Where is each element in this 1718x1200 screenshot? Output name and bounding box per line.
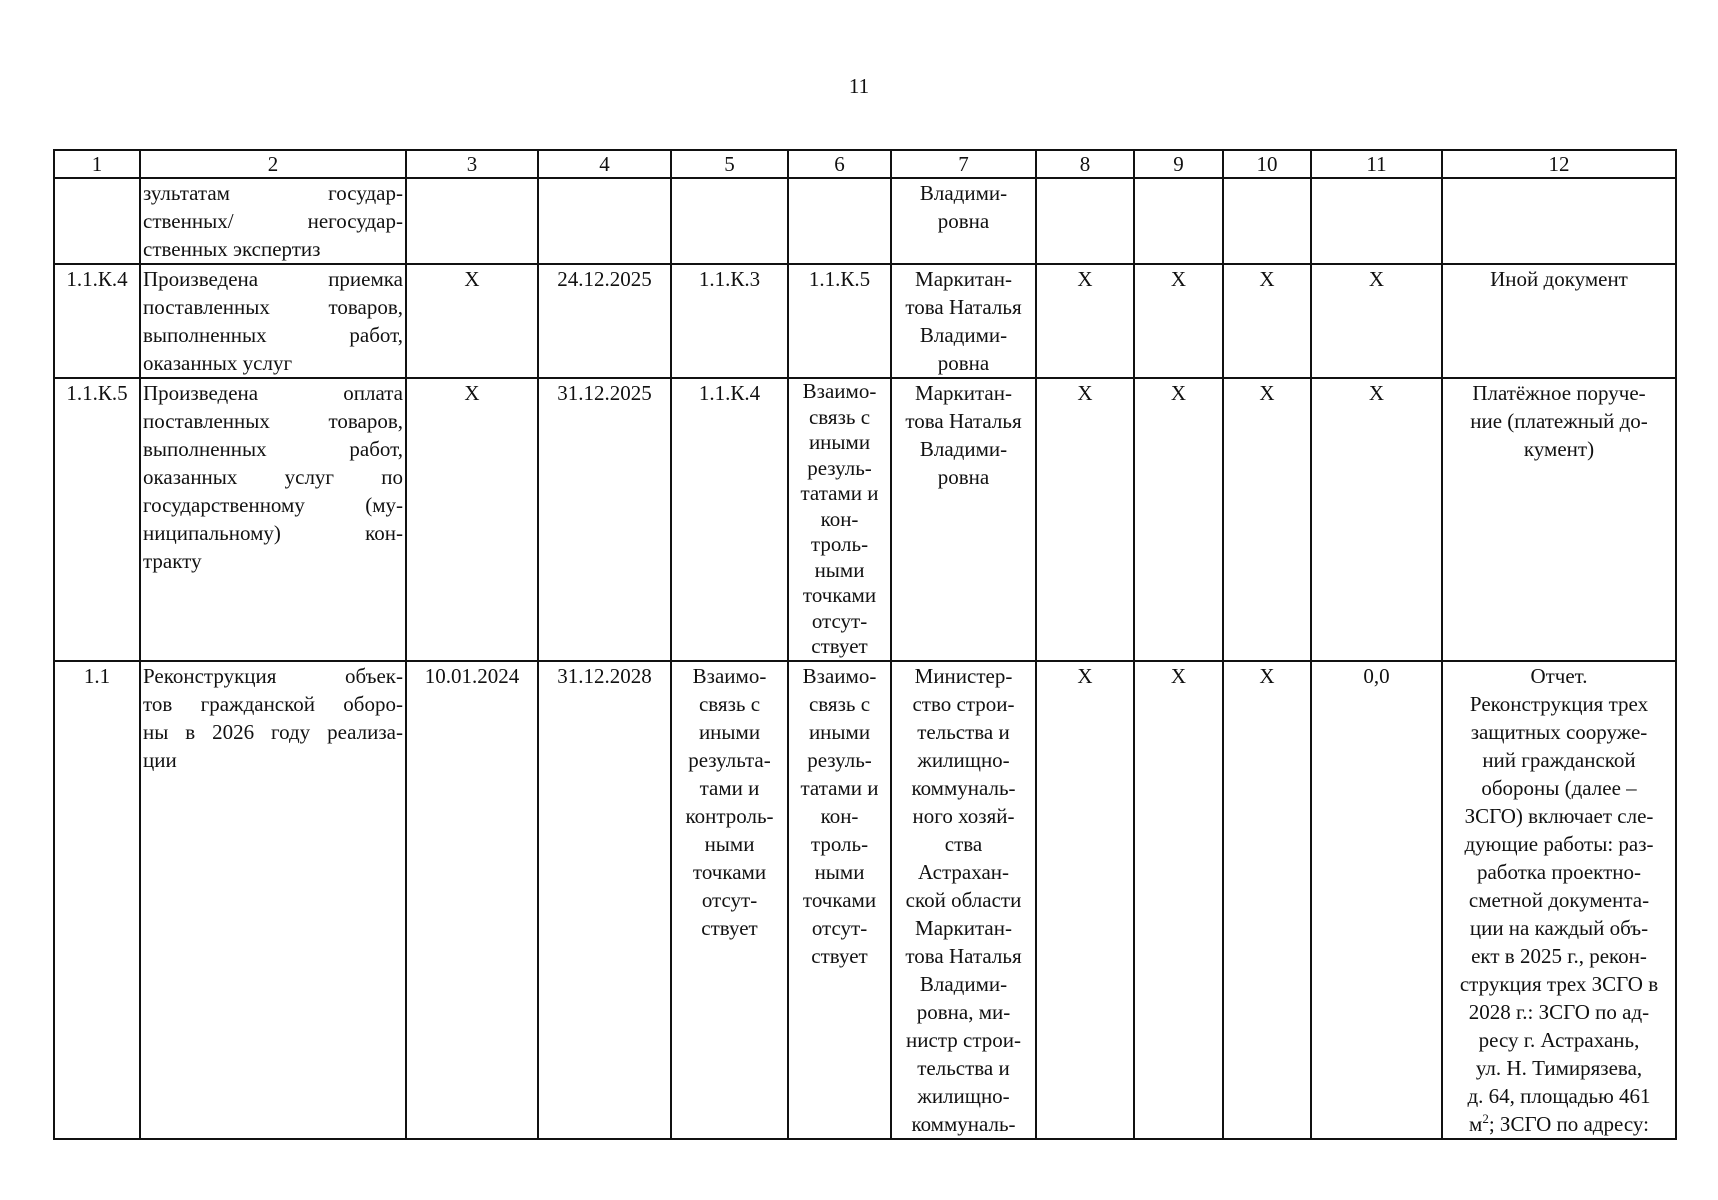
row-end-date: 24.12.2025 <box>538 264 671 378</box>
table-row <box>54 661 1676 1139</box>
row-code: 1.1 <box>54 661 140 1139</box>
row-col8: Х <box>1036 264 1134 378</box>
header-cell: 7 <box>891 150 1036 178</box>
row-start-date: 10.01.2024 <box>406 661 538 1139</box>
row-col10: Х <box>1223 378 1311 661</box>
row-name-line: государственному (му- <box>143 493 403 517</box>
row-responsible <box>891 378 1036 661</box>
predecessor-line: точками <box>692 859 767 884</box>
predecessor-line: контроль- <box>685 803 774 828</box>
row-successor <box>788 661 891 1139</box>
row-document <box>1442 178 1676 264</box>
predecessor-line: тами и <box>699 775 760 800</box>
document-line: струкция трех ЗСГО в <box>1459 971 1659 996</box>
row-col11: 0,0 <box>1311 661 1442 1139</box>
successor-line: отсут- <box>811 915 868 940</box>
responsible-line: коммуналь- <box>911 1111 1016 1136</box>
responsible-line: Владими- <box>919 323 1008 347</box>
header-cell: 10 <box>1223 150 1311 178</box>
row-col8: Х <box>1036 378 1134 661</box>
row-name-line: оказанных услуг по <box>143 465 403 489</box>
predecessor-line: Взаимо- <box>692 663 767 688</box>
responsible-line: ровна, ми- <box>916 999 1011 1024</box>
row-col9: Х <box>1134 378 1223 661</box>
successor-line: связь с <box>808 404 871 429</box>
row-predecessor <box>671 661 788 1139</box>
successor-line: Взаимо- <box>802 663 877 688</box>
document-line: Платёжное поруче- <box>1472 381 1646 405</box>
row-predecessor <box>671 178 788 264</box>
predecessor-line: результа- <box>688 747 771 772</box>
document-line: работка проектно- <box>1476 859 1641 884</box>
header-cell: 8 <box>1036 150 1134 178</box>
row-col9: Х <box>1134 661 1223 1139</box>
successor-line: иными <box>808 430 871 454</box>
row-end-date <box>538 178 671 264</box>
header-cell: 6 <box>788 150 891 178</box>
successor-line: татами и <box>800 481 879 505</box>
row-code: 1.1.К.5 <box>54 378 140 661</box>
document-line: д. 64, площадью 461 <box>1467 1083 1651 1108</box>
responsible-line: Маркитан- <box>915 915 1012 940</box>
successor-line: резуль- <box>807 455 872 480</box>
row-col8 <box>1036 178 1134 264</box>
row-col10: Х <box>1223 264 1311 378</box>
predecessor-line: ствует <box>701 915 758 940</box>
row-name <box>140 264 406 378</box>
row-name-line: Реконструкция объек- <box>143 663 403 688</box>
responsible-line: ровна <box>937 465 990 489</box>
header-cell: 3 <box>406 150 538 178</box>
row-name-line: Произведена оплата <box>143 381 403 405</box>
row-col11: Х <box>1311 378 1442 661</box>
predecessor-line: иными <box>698 719 761 744</box>
responsible-line: Владими- <box>919 181 1008 205</box>
successor-line: татами и <box>800 775 879 800</box>
responsible-line: ровна <box>937 209 990 233</box>
row-responsible <box>891 661 1036 1139</box>
row-successor <box>788 378 891 661</box>
successor-line: троль- <box>810 532 869 556</box>
row-name-line: тов гражданской оборо- <box>143 691 403 716</box>
responsible-line: коммуналь- <box>911 775 1016 800</box>
document-line: Реконструкция трех <box>1469 691 1649 716</box>
successor-line: иными <box>808 719 871 744</box>
row-name <box>140 661 406 1139</box>
row-name-line: тракту <box>143 549 202 573</box>
header-cell: 1 <box>54 150 140 178</box>
document-line <box>1445 1110 1673 1138</box>
row-col10: Х <box>1223 661 1311 1139</box>
row-col8: Х <box>1036 661 1134 1139</box>
successor-line: точками <box>802 583 877 607</box>
successor-line: ными <box>814 859 865 884</box>
row-name-line: зультатам государ- <box>143 181 403 205</box>
document-line: ЗСГО) включает сле- <box>1464 803 1654 828</box>
predecessor-line: отсут- <box>701 887 758 912</box>
table-row <box>54 378 1676 661</box>
document-line: ции на каждый объ- <box>1469 915 1649 940</box>
responsible-line: това Наталья <box>905 409 1022 433</box>
responsible-line: Владими- <box>919 437 1008 461</box>
row-start-date: Х <box>406 264 538 378</box>
row-document <box>1442 661 1676 1139</box>
row-responsible <box>891 178 1036 264</box>
data-table <box>53 149 1677 1140</box>
page-number: 11 <box>848 74 870 98</box>
row-predecessor: 1.1.К.4 <box>671 378 788 661</box>
successor-line: кон- <box>820 803 859 828</box>
responsible-line: тельства и <box>917 719 1010 744</box>
responsible-line: ство строи- <box>912 691 1015 716</box>
responsible-line: нистр строи- <box>906 1027 1021 1052</box>
row-name-line: поставленных товаров, <box>143 409 403 433</box>
document-line: Отчет. <box>1530 663 1588 688</box>
header-cell: 11 <box>1311 150 1442 178</box>
row-name-line: ственных экспертиз <box>143 237 321 261</box>
header-cell: 12 <box>1442 150 1676 178</box>
row-name-line: выполненных работ, <box>143 437 403 461</box>
row-successor <box>788 264 891 378</box>
successor-line: 1.1.К.5 <box>808 267 871 291</box>
row-name-line: выполненных работ, <box>143 323 403 347</box>
predecessor-line: ными <box>704 831 755 856</box>
predecessor-line: связь с <box>698 691 761 716</box>
row-responsible <box>891 264 1036 378</box>
responsible-line: тельства и <box>917 1055 1010 1080</box>
row-document <box>1442 264 1676 378</box>
row-predecessor: 1.1.К.3 <box>671 264 788 378</box>
header-cell: 9 <box>1134 150 1223 178</box>
responsible-line: това Наталья <box>905 295 1022 319</box>
responsible-line: Маркитан- <box>915 267 1012 291</box>
successor-line: связь с <box>808 691 871 716</box>
document-line: ний гражданской <box>1482 747 1636 772</box>
responsible-line: ства <box>944 831 983 856</box>
document-line: 2028 г.: ЗСГО по ад- <box>1468 999 1650 1024</box>
row-name-line: ции <box>143 747 177 772</box>
row-successor <box>788 178 891 264</box>
document-line: ние (платежный до- <box>1470 409 1648 433</box>
row-end-date: 31.12.2025 <box>538 378 671 661</box>
successor-line: троль- <box>810 831 869 856</box>
successor-line: кон- <box>820 506 859 531</box>
row-col9: Х <box>1134 264 1223 378</box>
successor-line: ствует <box>811 943 868 968</box>
row-name-line: ны в 2026 году реализа- <box>143 719 403 744</box>
responsible-line: ного хозяй- <box>912 803 1015 828</box>
area-unit-exponent: 2 <box>1482 1110 1489 1126</box>
row-code: 1.1.К.4 <box>54 264 140 378</box>
row-name-line: ственных/ негосудар- <box>143 209 403 233</box>
responsible-line: това Наталья <box>905 943 1022 968</box>
row-name-line: оказанных услуг <box>143 351 293 375</box>
row-col9 <box>1134 178 1223 264</box>
row-col11: Х <box>1311 264 1442 378</box>
document-line: защитных сооруже- <box>1470 719 1648 744</box>
row-end-date: 31.12.2028 <box>538 661 671 1139</box>
responsible-line: ской области <box>905 887 1022 912</box>
successor-line: Взаимо- <box>802 379 877 403</box>
document-line-tail: ; ЗСГО по адресу: <box>1488 1111 1649 1136</box>
area-unit: м <box>1469 1111 1483 1136</box>
row-col10 <box>1223 178 1311 264</box>
responsible-line: Министер- <box>914 663 1013 688</box>
responsible-line: Маркитан- <box>915 381 1012 405</box>
document-line: ект в 2025 г., рекон- <box>1471 943 1647 968</box>
responsible-line: Владими- <box>919 971 1008 996</box>
responsible-line: ровна <box>937 351 990 375</box>
header-cell: 5 <box>671 150 788 178</box>
document-line: сметной документа- <box>1468 887 1650 912</box>
row-document <box>1442 378 1676 661</box>
row-name-line: ниципальному) кон- <box>143 521 403 545</box>
row-col11 <box>1311 178 1442 264</box>
header-cell: 2 <box>140 150 406 178</box>
successor-line: ными <box>814 557 865 582</box>
row-name-line: поставленных товаров, <box>143 295 403 319</box>
document-line: дующие работы: раз- <box>1464 831 1654 856</box>
row-name <box>140 378 406 661</box>
responsible-line: жилищно- <box>917 747 1010 772</box>
table-row <box>54 178 1676 264</box>
document-line: ресу г. Астрахань, <box>1478 1027 1640 1052</box>
row-name <box>140 178 406 264</box>
header-cell: 4 <box>538 150 671 178</box>
document-line: кумент) <box>1523 437 1595 461</box>
responsible-line: Астрахан- <box>918 859 1009 884</box>
document-line: обороны (далее – <box>1481 775 1637 800</box>
document-line: ул. Н. Тимирязева, <box>1475 1055 1643 1080</box>
document-line: Иной документ <box>1490 267 1628 291</box>
row-code <box>54 178 140 264</box>
responsible-line: жилищно- <box>917 1083 1010 1108</box>
header-row <box>54 150 1676 178</box>
row-name-line: Произведена приемка <box>143 267 403 291</box>
successor-line: ствует <box>811 634 868 658</box>
row-start-date: Х <box>406 378 538 661</box>
successor-line: отсут- <box>811 608 868 633</box>
row-start-date <box>406 178 538 264</box>
successor-line: резуль- <box>807 747 872 772</box>
successor-line: точками <box>802 887 877 912</box>
table-row <box>54 264 1676 378</box>
